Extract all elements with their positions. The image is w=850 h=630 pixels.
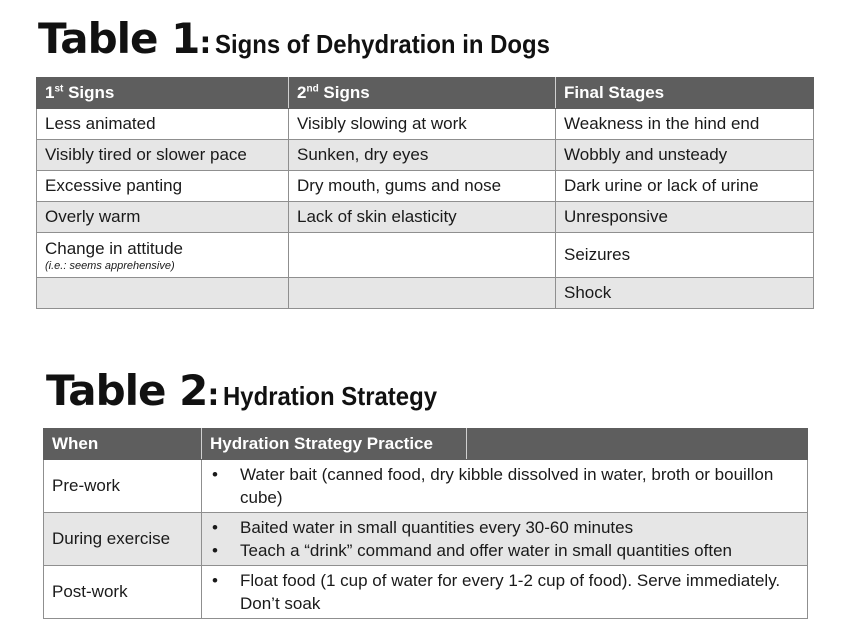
- table-row: [37, 171, 814, 202]
- table-row: [37, 202, 814, 233]
- table-cell: Sunken, dry eyes: [289, 140, 556, 171]
- table-row: [37, 233, 814, 278]
- table-row: [37, 109, 814, 140]
- table-cell: Shock: [556, 278, 814, 309]
- table-row: [44, 513, 808, 566]
- when-cell: Post-work: [44, 566, 202, 619]
- table-cell: Less animated: [37, 109, 289, 140]
- column-header-when: When: [44, 429, 202, 460]
- table-header-row: [37, 78, 814, 109]
- table1-title-subtitle: Signs of Dehydration in Dogs: [215, 29, 551, 59]
- table1-title: [38, 14, 579, 63]
- table-cell: Visibly tired or slower pace: [37, 140, 289, 171]
- hydration-strategy-table: [43, 428, 808, 619]
- cell-note: (i.e.: seems apprehensive): [45, 259, 175, 272]
- column-header-empty: [467, 429, 808, 460]
- table-cell: [37, 233, 289, 278]
- table2-title-number: Table 2: [46, 366, 208, 415]
- practice-list: [210, 516, 799, 562]
- practice-cell: [202, 460, 808, 513]
- table-cell: Visibly slowing at work: [289, 109, 556, 140]
- table-cell: [289, 278, 556, 309]
- table1-title-separator: :: [199, 26, 212, 61]
- table-row: [37, 140, 814, 171]
- table-cell: Lack of skin elasticity: [289, 202, 556, 233]
- table-cell: [37, 278, 289, 309]
- practice-cell: [202, 513, 808, 566]
- table-row: [37, 278, 814, 309]
- table1-title-number: Table 1: [38, 14, 200, 63]
- table-cell: Wobbly and unsteady: [556, 140, 814, 171]
- column-header-practice: Hydration Strategy Practice: [202, 429, 467, 460]
- table-cell: Unresponsive: [556, 202, 814, 233]
- table-cell: Dry mouth, gums and nose: [289, 171, 556, 202]
- table-header-row: [44, 429, 808, 460]
- practice-item: • Baited water in small quantities every 30-60 minutes: [210, 516, 799, 539]
- table2-title-separator: :: [207, 378, 220, 413]
- table2-title-subtitle: Hydration Strategy: [223, 381, 438, 411]
- table-cell: Seizures: [556, 233, 814, 278]
- table-cell: [289, 233, 556, 278]
- cell-text: Change in attitude: [45, 238, 183, 258]
- table2-title: [46, 366, 456, 415]
- column-header-final-stages: Final Stages: [556, 78, 814, 109]
- table-row: [44, 460, 808, 513]
- practice-list: [210, 463, 799, 509]
- table-cell: Overly warm: [37, 202, 289, 233]
- when-cell: Pre-work: [44, 460, 202, 513]
- practice-cell: [202, 566, 808, 619]
- practice-item: • Water bait (canned food, dry kibble dissolved in water, broth or bouillon cube): [210, 463, 799, 509]
- dehydration-signs-table: [36, 77, 814, 309]
- table-row: [44, 566, 808, 619]
- practice-list: [210, 569, 799, 615]
- when-cell: During exercise: [44, 513, 202, 566]
- table-cell: Weakness in the hind end: [556, 109, 814, 140]
- practice-item: • Teach a “drink” command and offer water in small quantities often: [210, 539, 799, 562]
- table-cell: Dark urine or lack of urine: [556, 171, 814, 202]
- column-header-first-signs: 1st Signs: [37, 78, 289, 109]
- column-header-second-signs: 2nd Signs: [289, 78, 556, 109]
- table-cell: Excessive panting: [37, 171, 289, 202]
- practice-item: • Float food (1 cup of water for every 1-2 cup of food). Serve immediately. Don’t soak: [210, 569, 799, 615]
